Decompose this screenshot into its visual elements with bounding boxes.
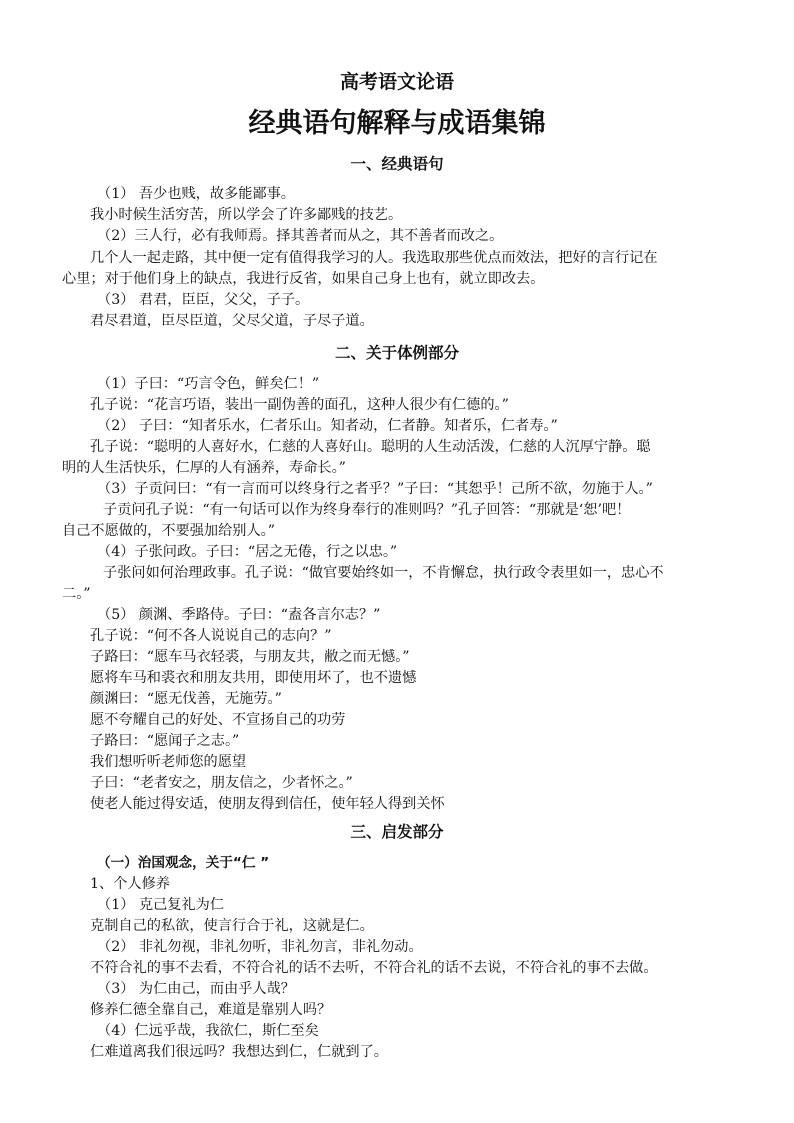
- text-line: 孔子说：“何不各人说说自己的志向？”: [90, 628, 332, 644]
- text-line: 子曰：“老者安之，朋友信之，少者怀之。”: [90, 775, 353, 791]
- text-line: 愿不夸耀自己的好处、不宣扬自己的功劳: [90, 712, 346, 728]
- text-line: 颜渊曰：“愿无伐善，无施劳。”: [90, 691, 282, 707]
- section-heading-classic-sentences: 一、经典语句: [350, 155, 444, 173]
- text-line: 愿将车马和裘衣和朋友共用，即使用坏了，也不遗憾: [90, 670, 417, 686]
- text-line: 修养仁德全靠自己，难道是靠别人吗？: [90, 1002, 332, 1018]
- text-line: （3） 为仁由己，而由乎人哉？: [97, 981, 295, 997]
- text-line: 几个人一起走路，其中便一定有值得我学习的人。我选取那些优点而效法，把好的言行记在: [90, 250, 658, 266]
- text-line: 心里；对于他们身上的缺点，我进行反省，如果自己身上也有，就立即改去。: [62, 271, 545, 287]
- text-line: 孔子说：“花言巧语，装出一副伪善的面孔，这种人很少有仁德的。”: [90, 397, 509, 413]
- text-line: 自己不愿做的，不要强加给别人。”: [62, 523, 275, 539]
- text-line: 克制自己的私欲，使言行合于礼，这就是仁。: [90, 918, 374, 934]
- text-line: （2）三人行，必有我师焉。择其善者而从之，其不善者而改之。: [97, 228, 504, 244]
- text-line: （3） 君君，臣臣，父父，子子。: [97, 292, 310, 308]
- text-line: 子贡问孔子说：“有一句话可以作为终身奉行的准则吗？”孔子回答：“那就是‘恕’吧！: [103, 502, 631, 518]
- text-line: （2） 子曰：“知者乐水，仁者乐山。知者动，仁者静。知者乐，仁者寿。”: [97, 418, 558, 434]
- subsection-heading: （一）治国观念，关于“仁 ”: [97, 855, 270, 871]
- text-line: 子路曰：“愿车马衣轻裘，与朋友共，敝之而无憾。”: [90, 649, 410, 665]
- document-title: 高考语文论语: [339, 71, 454, 93]
- text-line: （5） 颜渊、季路侍。子曰：“盍各言尔志？”: [97, 607, 381, 623]
- text-line: （1）子曰：“巧言令色，鲜矣仁！”: [97, 376, 320, 392]
- text-line: 明的人生活快乐，仁厚的人有涵养，寿命长。”: [62, 460, 346, 476]
- text-line: 使老人能过得安适，使朋友得到信任，使年轻人得到关怀: [90, 796, 445, 812]
- section-heading-style-examples: 二、关于体例部分: [334, 344, 459, 362]
- text-line: 仁难道离我们很远吗？我想达到仁，仁就到了。: [90, 1044, 388, 1060]
- text-line: 君尽君道，臣尽臣道，父尽父道，子尽子道。: [90, 313, 374, 329]
- text-line: 孔子说：“聪明的人喜好水，仁慈的人喜好山。聪明的人生动活泼，仁慈的人沉厚宁静。聪: [90, 439, 651, 455]
- section-heading-inspiration: 三、启发部分: [350, 823, 444, 841]
- text-line: 子张问如何治理政事。孔子说：“做官要始终如一，不肯懈怠，执行政令表里如一，忠心不: [103, 565, 664, 581]
- text-line: （1） 吾少也贱，故多能鄙事。: [97, 186, 295, 202]
- text-line: （3）子贡问曰：“有一言而可以终身行之者乎？”子曰：“其恕乎！己所不欲，勿施于人。”: [97, 481, 653, 497]
- text-line: （4）仁远乎哉，我欲仁，斯仁至矣: [97, 1023, 319, 1039]
- text-line: （1） 克己复礼为仁: [97, 897, 225, 913]
- text-line: 我们想听听老师您的愿望: [90, 754, 247, 770]
- document-subtitle: 经典语句解释与成语集锦: [248, 108, 546, 139]
- text-line: 不符合礼的事不去看，不符合礼的话不去听，不符合礼的话不去说，不符合礼的事不去做。: [90, 960, 658, 976]
- text-line: （4）子张问政。子曰：“居之无倦，行之以忠。”: [97, 544, 398, 560]
- text-line: 我小时候生活穷苦，所以学会了许多鄙贱的技艺。: [90, 207, 403, 223]
- text-line: 1、个人修养: [90, 876, 170, 892]
- text-line: 子路曰：“愿闻子之志。”: [90, 733, 240, 749]
- text-line: （2） 非礼勿视，非礼勿听，非礼勿言，非礼勿动。: [97, 939, 423, 955]
- text-line: 二。”: [62, 586, 91, 602]
